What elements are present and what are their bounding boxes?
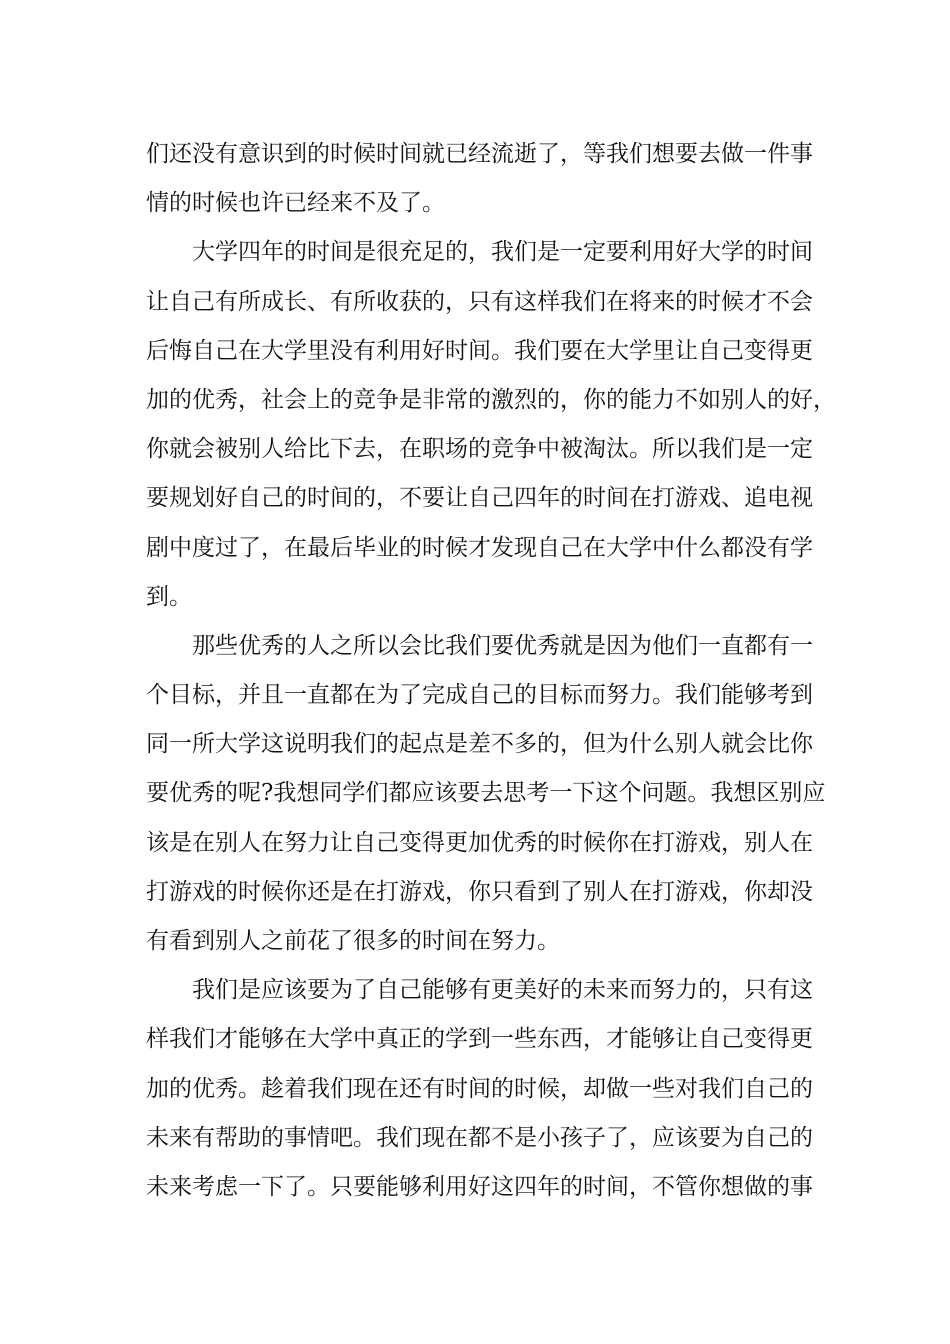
text-line: 未来有帮助的事情吧。我们现在都不是小孩子了，应该要为自己的: [146, 1124, 813, 1151]
text-line: 让自己有所成长、有所收获的，只有这样我们在将来的时候才不会: [146, 288, 813, 315]
text-line: 我们是应该要为了自己能够有更美好的未来而努力的，只有这: [192, 977, 813, 1004]
text-line: 有看到别人之前花了很多的时间在努力。: [146, 928, 560, 954]
text-line: 该是在别人在努力让自己变得更加优秀的时候你在打游戏，别人在: [146, 829, 813, 856]
text-line: 们还没有意识到的时候时间就已经流逝了，等我们想要去做一件事: [146, 141, 813, 167]
text-line: 样我们才能够在大学中真正的学到一些东西，才能够让自己变得更: [146, 1026, 813, 1053]
paragraph: [146, 130, 811, 228]
text-line: 到。: [146, 583, 192, 610]
text-line: 加的优秀，社会上的竞争是非常的激烈的，你的能力不如别人的好，: [146, 386, 836, 413]
paragraph: [146, 622, 826, 966]
text-line: 你就会被别人给比下去，在职场的竞争中被淘汰。所以我们是一定: [146, 436, 813, 463]
text-line: 打游戏的时候你还是在打游戏，你只看到了别人在打游戏，你却没: [146, 878, 813, 905]
text-line: 未来考虑一下了。只要能够利用好这四年的时间，不管你想做的事: [146, 1173, 813, 1200]
body-text: [146, 130, 836, 1212]
text-line: 情的时候也许已经来不及了。: [146, 190, 445, 217]
text-line: 要规划好自己的时间的，不要让自己四年的时间在打游戏、追电视: [146, 485, 813, 512]
text-line: 同一所大学这说明我们的起点是差不多的，但为什么别人就会比你: [146, 731, 813, 758]
text-line: 要优秀的呢?我想同学们都应该要去思考一下这个问题。我想区别应: [146, 780, 826, 807]
text-line: 剧中度过了，在最后毕业的时候才发现自己在大学中什么都没有学: [146, 534, 813, 561]
text-line: 个目标，并且一直都在为了完成自己的目标而努力。我们能够考到: [146, 682, 813, 709]
paragraph: [146, 228, 836, 622]
text-line: 那些优秀的人之所以会比我们要优秀就是因为他们一直都有一: [192, 632, 813, 659]
text-line: 后悔自己在大学里没有利用好时间。我们要在大学里让自己变得更: [146, 337, 813, 364]
paragraph: [146, 966, 811, 1212]
text-line: 大学四年的时间是很充足的，我们是一定要利用好大学的时间: [192, 239, 813, 266]
text-line: 加的优秀。趁着我们现在还有时间的时候，却做一些对我们自己的: [146, 1075, 813, 1102]
